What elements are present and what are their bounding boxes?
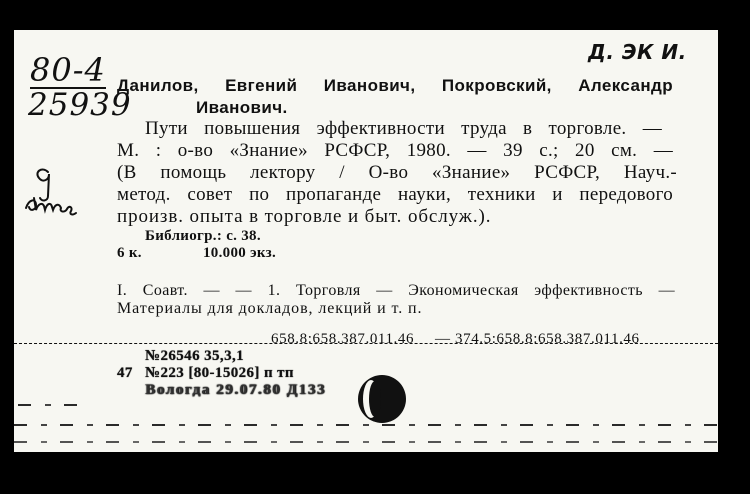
- registry-line-2-prefix: 47: [117, 365, 133, 381]
- registry-line-2: №223 [80-15026] п тп: [145, 365, 294, 381]
- dashed-divider: [14, 343, 718, 344]
- department-stamp: Д. ЭК И.: [588, 40, 687, 64]
- punch-hole: [356, 373, 408, 425]
- tracing-line-1: I. Соавт. — — 1. Торговля — Экономическая эффективность —: [117, 282, 675, 299]
- title-line-3: (В помощь лектору / О-во «Знание» РСФСР, Науч.-: [117, 162, 677, 183]
- inventory-number: 25939: [28, 87, 132, 123]
- title-line-2: М. : о-во «Знание» РСФСР, 1980. — 39 с.; 20 см. —: [117, 140, 673, 161]
- scan-noise-line: [14, 424, 718, 426]
- scan-noise-line: [14, 441, 718, 443]
- handwritten-initials-mark: [22, 158, 84, 218]
- catalog-card: [14, 30, 718, 452]
- title-line-1: Пути повышения эффективности труда в торговле. —: [145, 118, 662, 139]
- registry-line-3: Вологда 29.07.80 Д133: [145, 382, 326, 398]
- call-number: 80-4: [30, 51, 106, 89]
- tracing-line-2: Материалы для докладов, лекций и т. п.: [117, 300, 423, 317]
- price: 6 к.: [117, 245, 142, 261]
- classification-separator: —: [435, 331, 451, 347]
- scan-noise-line: [18, 404, 78, 406]
- classification-code-right: 374.5:658.8:658.387.011.46: [455, 331, 640, 347]
- registry-line-1: №26546 35,3,1: [145, 348, 245, 364]
- bibliography-note: Библиогр.: с. 38.: [145, 228, 261, 244]
- print-run: 10.000 экз.: [203, 245, 277, 261]
- title-line-4: метод. совет по пропаганде науки, техники и передового: [117, 184, 673, 205]
- author-line-1: Данилов, Евгений Иванович, Покровский, Александр: [117, 76, 673, 95]
- classification-code-left: 658.8:658.387.011.46: [271, 331, 415, 347]
- author-line-2: Иванович.: [196, 98, 288, 117]
- title-line-5: произв. опыта в торговле и быт. обслуж.).: [117, 206, 492, 227]
